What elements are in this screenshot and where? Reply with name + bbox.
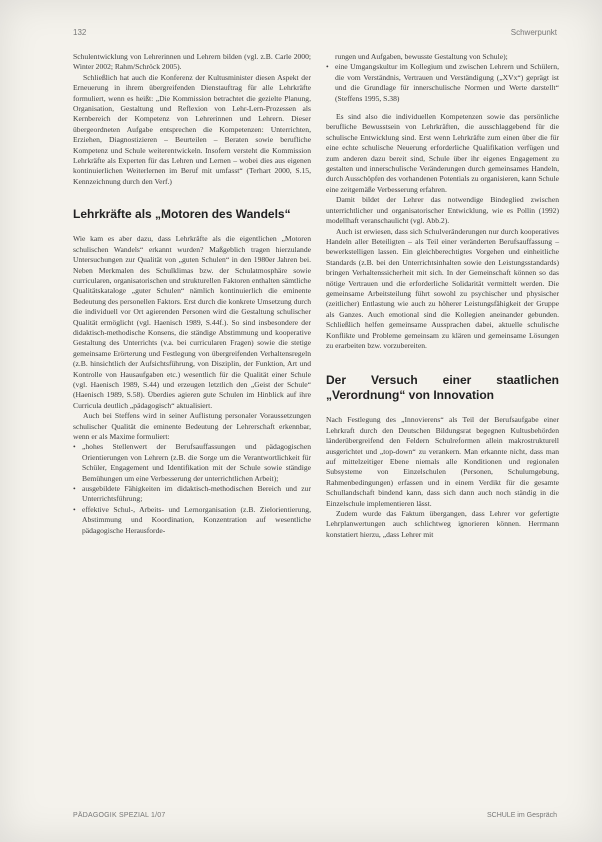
section-heading: Lehrkräfte als „Motoren des Wandels“ bbox=[73, 207, 291, 222]
bullet-list bbox=[73, 442, 311, 536]
list-continuation: rungen und Aufgaben, bewusste Gestaltung von Schule); bbox=[335, 52, 508, 61]
paragraph: Wie kam es aber dazu, dass Lehrkräfte als die eigentlichen „Motoren schulischen Wandels“ erkannt wurden? Maßgeblich tragen hierzulande Untersuchungen zur Qualität von „guten Schulen“ in den 1980er Jahren bei. Neben Merkmalen des Schulklimas bzw. der Schulatmosphäre sowie curricularen, organisatorischen und strukturellen Faktoren enthalten sämtliche Qualitätskataloge „guter Schulen“ nämlich kontinuierlich die eminente Bedeutung des personellen Faktors. Erst durch die konkrete Umsetzung durch die individuell vor Ort agierenden Personen wird die Gestaltung schulischer Qualität ermöglicht (vgl. Haenisch 1989, S.44f.). So sind insbesondere der didaktisch-methodische Konsens, die ständige Abstimmung und kooperative Gestaltung des Unterrichts (v.a. bei curricularen Fragen) sowie die stetige gemeinsame Erörterung und Festlegung von übergreifenden Verhaltensregeln (z.B. hinsichtlich der Aufsichtsführung, von Disziplin, der Funktion, Art und Kontrolle von Hausaufgaben etc.) wesentlich für die Qualität einer Schule (vgl. Haenisch 1989, S.44) und erzeugen letztlich den „Geist der Schule“ (Haenisch 1989, S.58). Überdies agieren gute Schulen im Hinblick auf ihre Curricula deutlich „pädagogisch“ aktualisiert. bbox=[73, 234, 311, 410]
paragraph: Schließlich hat auch die Konferenz der Kultusminister diesen Aspekt der Erneuerung in ihrem übergreifenden Dienstauftrag für alle Lehrkräfte formuliert, wenn es heißt: „Die Kommission betrachtet die gezielte Planung, Organisation, Gestaltung und Reflexion von Lehr-Lern-Prozessen als Kernbereich der Kompetenz von Lehrerinnen und Lehrern. Dieser übergeordneten Aufgabe entsprechen die Kompetenzen: Unterrichten, Erziehen, Diagnostizieren – Beurteilen – Beraten sowie berufliche Kompetenz und Schule weiterentwickeln. Insofern versteht die Kommission Lehrkräfte als Experten für das Lehren und Lernen – wobei dies aus eigenen kontinuierlichen Weiterlernen im Beruf mit umfasst“ (Terhart 2000, S.15, Kennzeichnung durch den Verf.) bbox=[73, 72, 311, 186]
left-column bbox=[73, 52, 311, 536]
footer-publication: PÄDAGOGIK SPEZIAL 1/07 bbox=[73, 812, 166, 819]
list-item: • effektive Schul-, Arbeits- und Lernorganisation (z.B. Zielorientierung, Abstimmung und Koordination, Konzentration auf wesentliche pädagogische Herausforde- bbox=[73, 505, 311, 536]
list-item: • „hohes Stellenwert der Berufsauffassungen und pädagogischen Orientierungen von Lehrern (z.B. die Sorge um die Verantwortlichkeit für Schüler, Engagement und Identifikation mit der Schule sowie ständige Bemühungen um eine Verbesserung der unterrichtlichen Arbeit); bbox=[73, 442, 311, 484]
paragraph: Es sind also die individuellen Kompetenzen sowie das persönliche berufliche Bewusstsein von Lehrkräften, die ausschlaggebend für die schulische Entwicklung sind. Erst wenn Lehrkräfte zum einen über die für eine echte schulische Neuerung erforderliche Qualifikation verfügen und zum anderen dazu bereit sind, Schule über ihr eigenes Engagement zu gestalten und innerschulische Veränderungen durch gemeinsames Handeln, durch Ausschöpfen des vorhandenen Potentials zu organisieren, kann Schule eine zeitgemäße Verbesserung erfahren. bbox=[326, 112, 559, 194]
paragraph: Damit bildet der Lehrer das notwendige Bindeglied zwischen unterrichtlicher und organisatorischer Entwicklung, wie es Pollin (1992) modellhaft veranschaulicht (vgl. Abb.2). bbox=[326, 195, 559, 226]
list-item: • eine Umgangskultur im Kollegium und zwischen Lehrern und Schülern, die vom Verständnis, Vertrauen und Verständigung („XVx“) geprägt ist und die Grundlage für innerschulische Normen und Werte darstellt“ (Steffens 1995, S.38) bbox=[326, 62, 559, 104]
page-number: 132 bbox=[73, 28, 87, 37]
paragraph: Auch bei Steffens wird in seiner Auflistung personaler Voraussetzungen schulischer Qualität die eminente Bedeutung der Lehrerschaft erkennbar, wenn er als Maxime formuliert: bbox=[73, 411, 311, 441]
paragraph: Auch ist erwiesen, dass sich Schulveränderungen nur durch kooperatives Handeln aller Beteiligten – als Teil einer veränderten Berufsauffassung – bewerkstelligen lassen. Ein gleichberechtigtes Vorgehen und einheitliche Standards (z.B. bei den Unterrichtsinhalten sowie den Leistungsstandards) bringen Verhaltenssicherheit mit sich. In der Gemeinschaft können so das nötige Vertrauen und die erforderliche Solidarität vermittelt werden. Die gemeinsame Arbeitsteilung führt sowohl zu psychischer und physischer (zeitlicher) Entlastung wie auch zu höherer Leistungsfähigkeit der Gruppe als Ganzes. Auch emotional sind die Kollegien aneinander gebunden. Schließlich helfen gemeinsame Aussprachen dabei, aktuelle schulische Konflikte und Probleme gemeinsam zu klären und gemeinsame Lösungen zu erarbeiten bzw. vorzubereiten. bbox=[326, 226, 559, 350]
right-column bbox=[326, 52, 559, 540]
paragraph: Nach Festlegung des „Innovierens“ als Teil der Berufsaufgabe einer Lehrkraft durch den Deutschen Bildungsrat begegnen Kultusbehörden länderübergreifend den Feldern Schulreformen allein makrostrukturell ausgerichtet und „top-down“ zu verankern. Man erkannte nicht, dass man auf mittelzeitiger Ebene niemals alle Konditionen und regionalen Subsysteme von Einzelschulen (Personen, Schulumgebung, Rahmenbedingungen) erfassen und in einem Verdikt für die gesamte Schullandschaft bindend kann, dass sich dann auch noch ständig in die Einzelschule implementieren lässt. bbox=[326, 415, 559, 508]
running-header: Schwerpunkt bbox=[510, 28, 557, 37]
bullet-list bbox=[326, 62, 559, 104]
section-heading: Der Versuch einer staatlichen „Verordnung“ von Innovation bbox=[326, 373, 559, 403]
list-item: • ausgebildete Fähigkeiten im didaktisch-methodischen Bereich und zur Unterrichtsführung; bbox=[73, 484, 311, 505]
footer-magazine: SCHULE im Gespräch bbox=[486, 812, 557, 819]
paragraph: Schulentwicklung von Lehrerinnen und Lehrern bilden (vgl. z.B. Carle 2000; Winter 2002; Rahm/Schröck 2005). bbox=[73, 52, 311, 72]
paragraph: Zudem wurde das Faktum übergangen, dass Lehrer vor gefertigte Lehrplanwertungen auch schlichtweg ignorieren können. Herrmann konstatiert hierzu, „dass Lehrer mit bbox=[326, 509, 559, 539]
